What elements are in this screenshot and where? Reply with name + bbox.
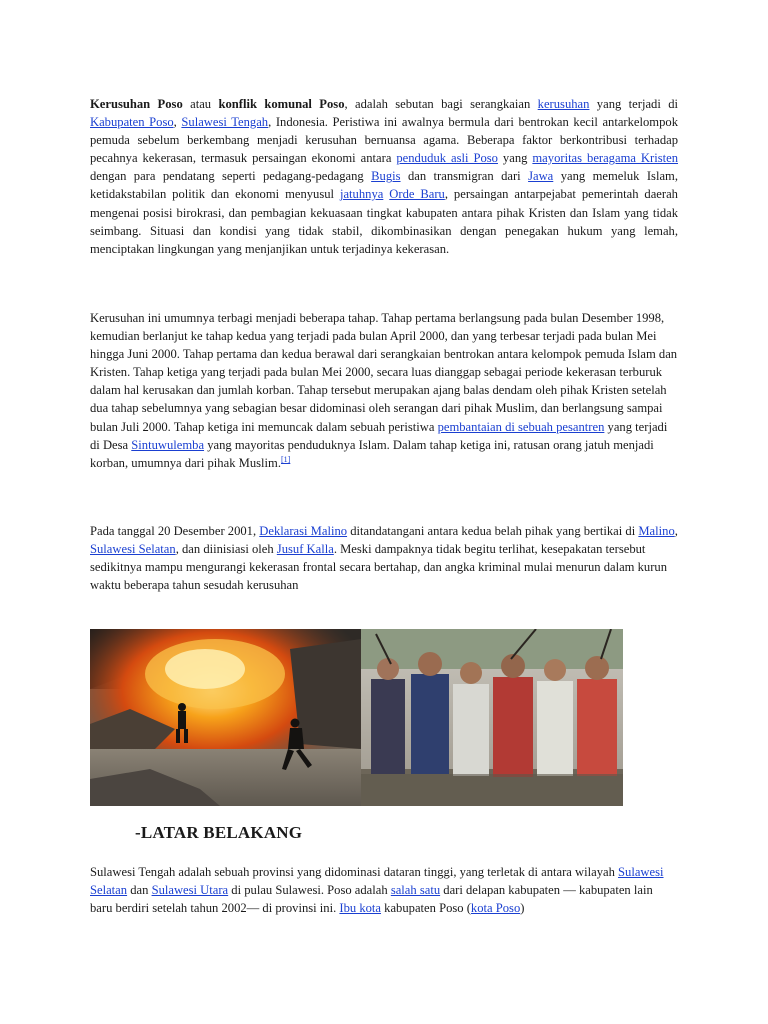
link-sulawesi-tengah[interactable]: Sulawesi Tengah bbox=[181, 115, 269, 130]
link-jawa[interactable]: Jawa bbox=[528, 169, 554, 184]
text-run: Kerusuhan ini umumnya terbagi menjadi beberapa tahap. Tahap pertama berlangsung pada bulan Desember 1998, kemudian berlanjut ke tahap kedua yang terjadi pada bulan April 2000, dan yang terbesar terjadi pada bulan Mei hingga Juni 2000. Tahap pertama dan kedua berawal dari serangkaian bentrokan antara kelompok pemuda Islam dan Kristen. Tahap ketiga yang terjadi pada bulan Mei 2000, secara luas dianggap sebagai periode kekerasan terburuk dalam hal kerusakan dan jumlah korban. Tahap tersebut merupakan ajang balas dendam oleh pihak Kristen setelah dua tahap sebelumnya yang sebagian besar didominasi oleh serangan dari pihak Muslim, dan berlangsung sampai bulan Juli 2000. Tahap ketiga ini memuncak dalam sebuah peristiwa bbox=[90, 311, 678, 434]
text-run: Pada tanggal 20 Desember 2001, bbox=[90, 524, 260, 538]
background-paragraph bbox=[90, 863, 678, 917]
link-mayoritas-beragama-kristen[interactable]: mayoritas beragama Kristen bbox=[532, 151, 678, 166]
link-jatuhnya[interactable]: jatuhnya bbox=[339, 187, 384, 202]
text-run: yang bbox=[497, 151, 533, 166]
link-pembantaian-pesantren[interactable]: pembantaian di sebuah pesantren bbox=[437, 419, 605, 434]
text-run: di pulau Sulawesi. Poso adalah bbox=[228, 883, 391, 898]
text-run: ditandatangani antara kedua belah pihak yang bertikai di bbox=[347, 524, 639, 538]
link-sintuwulemba[interactable]: Sintuwulemba bbox=[131, 437, 205, 452]
malino-paragraph bbox=[90, 522, 678, 594]
photo-crowd-with-weapons bbox=[361, 629, 623, 806]
link-penduduk-asli-poso[interactable]: penduduk asli Poso bbox=[396, 151, 498, 166]
text-run: yang mayoritas penduduknya Islam. Dalam tahap ketiga ini, ratusan orang jatuh menjadi korban, umumnya dari pihak Muslim. bbox=[90, 437, 654, 470]
link-deklarasi-malino[interactable]: Deklarasi Malino bbox=[259, 524, 348, 538]
link-orde-baru[interactable]: Orde Baru bbox=[389, 187, 445, 202]
text-run: kabupaten Poso ( bbox=[381, 901, 471, 916]
text-run: yang terjadi di bbox=[589, 97, 678, 111]
text-run: yang memeluk Islam, ketidakstabilan politik dan ekonomi menyusul bbox=[90, 169, 678, 202]
text-run: dan transmigran dari bbox=[400, 169, 529, 184]
text-run: , adalah sebutan bagi serangkaian bbox=[344, 97, 538, 111]
bold-term-kerusuhan-poso: Kerusuhan Poso bbox=[90, 97, 183, 111]
text-run: dan bbox=[127, 883, 152, 898]
link-bugis[interactable]: Bugis bbox=[371, 169, 401, 184]
link-sulawesi-utara[interactable]: Sulawesi Utara bbox=[151, 883, 229, 898]
link-kota-poso[interactable]: kota Poso bbox=[470, 901, 521, 916]
text-run: , bbox=[674, 524, 678, 538]
photo-burning-building bbox=[90, 629, 361, 806]
link-jusuf-kalla[interactable]: Jusuf Kalla bbox=[276, 542, 334, 557]
text-run: , Indonesia. Peristiwa ini awalnya bermula dari bentrokan kecil antarkelompok pemuda sebelum berkembang menjadi kerusuhan bernuansa agama. Beberapa faktor berkontribusi terhadap pecahnya kekerasan, termasuk persaingan ekonomi antara bbox=[90, 115, 678, 166]
text-run: , bbox=[173, 115, 182, 130]
bold-term-konflik-komunal: konflik komunal Poso bbox=[218, 97, 345, 111]
link-ibu-kota[interactable]: Ibu kota bbox=[339, 901, 382, 916]
text-run: dari delapan kabupaten — kabupaten lain baru berdiri setelah tahun 2002— di provinsi ini. bbox=[90, 883, 653, 916]
footnote-ref-1[interactable]: [1] bbox=[280, 454, 291, 464]
link-salah-satu[interactable]: salah satu bbox=[390, 883, 441, 898]
conflict-photos bbox=[90, 629, 623, 806]
text-run: dengan para pendatang seperti pedagang-pedagang bbox=[90, 169, 372, 184]
phases-paragraph bbox=[90, 309, 678, 472]
section-heading-latar-belakang: -LATAR BELAKANG bbox=[135, 823, 303, 842]
text-run: yang terjadi di Desa bbox=[90, 419, 668, 452]
link-kabupaten-poso[interactable]: Kabupaten Poso bbox=[90, 115, 174, 130]
text-run: , dan diinisiasi oleh bbox=[175, 542, 277, 557]
link-kerusuhan[interactable]: kerusuhan bbox=[537, 97, 590, 111]
text-run: atau bbox=[182, 97, 219, 111]
text-run: Sulawesi Tengah adalah sebuah provinsi yang didominasi dataran tinggi, yang terletak di antara wilayah bbox=[90, 865, 619, 879]
text-run: ) bbox=[520, 901, 525, 916]
link-sulawesi-selatan-2[interactable]: Sulawesi Selatan bbox=[90, 865, 664, 898]
text-run: , persaingan antarpejabat pemerintah daerah mengenai posisi birokrasi, dan pembagian kekuasaan tingkat kabupaten antara pihak Kristen dan Islam yang tidak seimbang. Situasi dan kondisi yang tidak stabil, dikombinasikan dengan penegakan hukum yang lemah, menciptakan lingkungan yang menjanjikan untuk terjadinya kekerasan. bbox=[90, 187, 678, 256]
intro-paragraph bbox=[90, 95, 678, 258]
link-sulawesi-selatan[interactable]: Sulawesi Selatan bbox=[90, 542, 176, 557]
text-run: . Meski dampaknya tidak begitu terlihat, kesepakatan tersebut sedikitnya mampu mengurangi kekerasan frontal secara bertahap, dan angka kriminal mulai menurun dalam kurun waktu beberapa tahun sesudah kerusuhan bbox=[90, 542, 668, 593]
link-malino[interactable]: Malino bbox=[638, 524, 675, 538]
